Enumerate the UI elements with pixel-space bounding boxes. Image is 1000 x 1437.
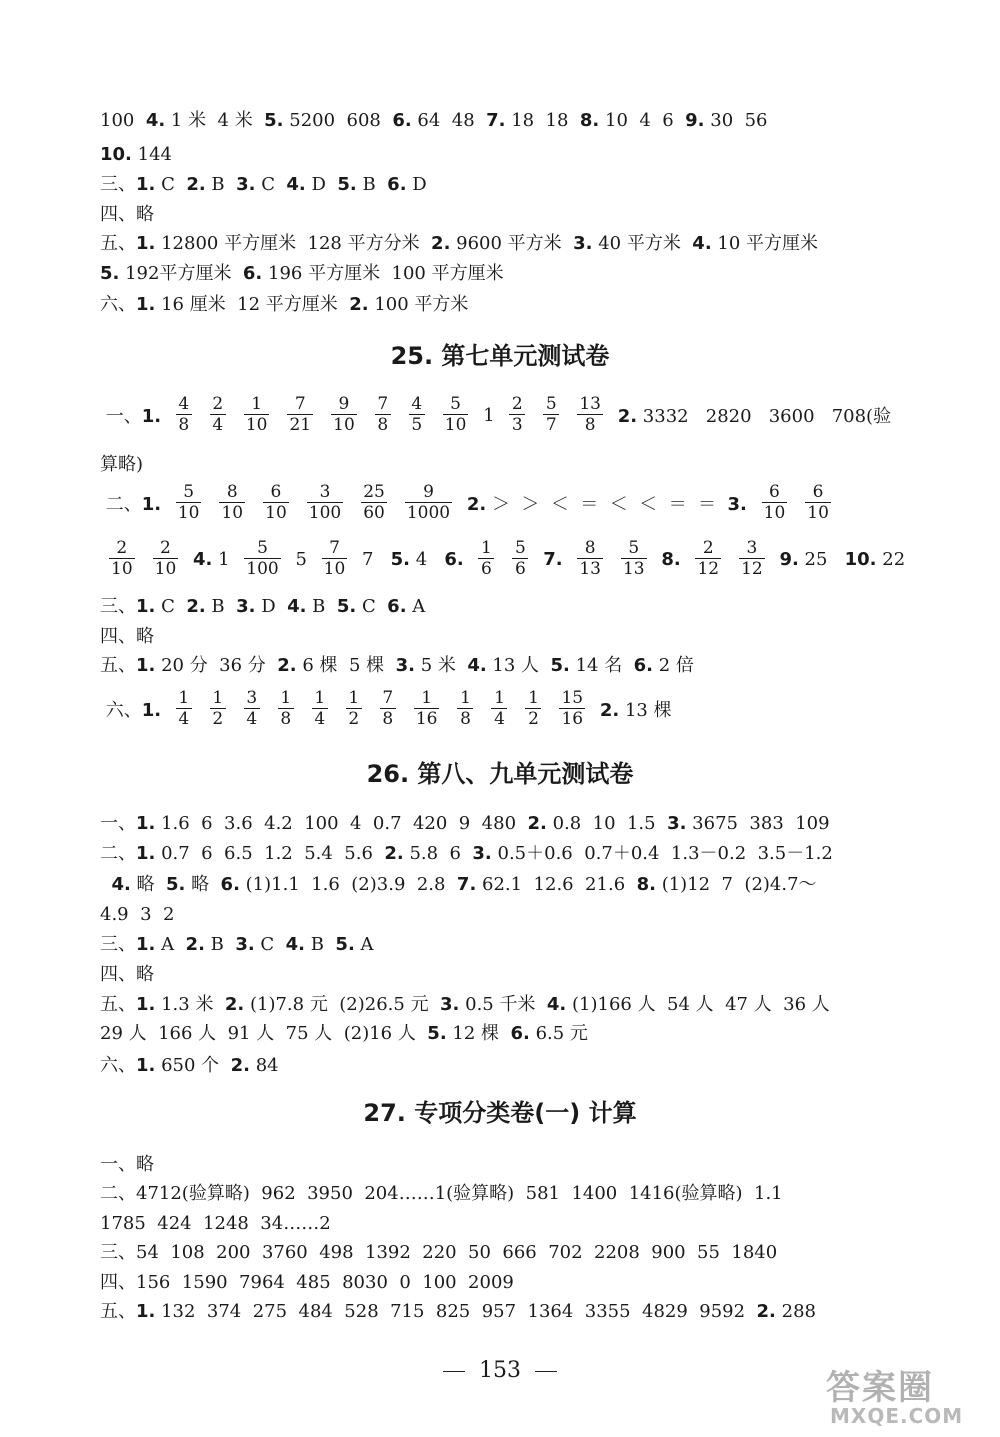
answer-line: 四、156 1590 7964 485 8030 0 100 2009 [100,1272,514,1293]
answer-line: 一、1. 1.6 6 3.6 4.2 100 4 0.7 420 9 480 2. 0.8 10 1.5 3. 3675 383 109 [100,813,830,834]
answer-text: 2. ＞ ＞ ＜ ＝ ＜ ＜ ＝ ＝ 3. [466,494,747,516]
answer-text: 1 [477,404,501,426]
fraction: $\frac{9}{10}$ [333,394,355,435]
fraction: $\frac{1}{8}$ [457,690,473,729]
fraction: $\frac{5}{7}$ [543,396,559,435]
answer-text: 二、1. [100,494,162,516]
fraction: $\frac{6}{10}$ [265,482,287,523]
answer-text: 2. 3332 2820 3600 708(验 [617,406,897,428]
answer-line: 1785 424 1248 34……2 [100,1213,331,1234]
fraction: $\frac{2}{4}$ [210,396,226,435]
fraction: $\frac{5}{6}$ [512,540,528,579]
answer-text: 4. 1 [193,548,236,570]
answer-line: 四、略 [100,626,154,647]
answer-text: 8. [661,548,681,570]
fraction: $\frac{5}{13}$ [622,538,645,579]
fraction: $\frac{8}{13}$ [579,538,601,579]
fraction: $\frac{7}{21}$ [289,394,312,435]
fraction: $\frac{2}{10}$ [111,538,133,579]
fraction: $\frac{6}{10}$ [763,482,786,523]
fraction: $\frac{1}{4}$ [491,690,507,729]
answer-line: 29 人 166 人 91 人 75 人 (2)16 人 5. 12 棵 6. 6.5 元 [100,1023,588,1044]
fraction: $\frac{7}{8}$ [375,396,391,435]
fraction: $\frac{1}{2}$ [210,690,226,729]
fraction: $\frac{7}{8}$ [380,690,396,729]
fraction: $\frac{7}{10}$ [323,538,346,579]
fraction: $\frac{4}{8}$ [176,396,192,435]
page-number: 153 [479,1358,521,1383]
answer-line: 二、4712(验算略) 962 3950 204……1(验算略) 581 1400 1416(验算略) 1.1 [100,1183,783,1204]
fraction: $\frac{1}{16}$ [415,688,438,729]
answer-text: 5 [289,548,313,570]
fraction: $\frac{5}{100}$ [246,538,279,579]
answer-line: 算略) [100,454,144,475]
watermark-text: 答案圈 [826,1368,934,1408]
fraction: $\frac{3}{4}$ [244,690,260,729]
answer-line: 三、1. C 2. B 3. D 4. B 5. C 6. A [100,596,426,617]
fraction: $\frac{1}{4}$ [176,690,192,729]
section-title: 27. 专项分类卷(一) 计算 [363,1099,637,1127]
fraction: $\frac{5}{10}$ [177,482,200,523]
answer-line: 4. 略 5. 略 6. (1)1.1 1.6 (2)3.9 2.8 7. 62.1 12.6 21.6 8. (1)12 7 (2)4.7～ [111,874,817,895]
answer-line [100,484,970,523]
fraction: $\frac{2}{12}$ [697,538,720,579]
answer-line: 一、略 [100,1154,154,1175]
fraction: $\frac{1}{2}$ [525,690,541,729]
fraction: $\frac{1}{4}$ [312,690,328,729]
fraction: $\frac{5}{10}$ [444,394,467,435]
fraction: $\frac{2}{10}$ [154,538,177,579]
answer-line: 四、略 [100,964,154,985]
fraction: $\frac{1}{8}$ [278,690,294,729]
answer-line: 三、1. A 2. B 3. C 4. B 5. A [100,934,374,955]
answer-text: 2. 13 棵 [599,700,678,722]
fraction: $\frac{9}{1000}$ [406,482,451,523]
answer-text: 7. [543,548,563,570]
answer-line: 六、1. 16 厘米 12 平方厘米 2. 100 平方米 [100,294,469,315]
answer-line [100,540,970,579]
watermark-logo [820,1360,990,1430]
section-title: 25. 第七单元测试卷 [390,342,610,370]
fraction: $\frac{15}{16}$ [561,688,584,729]
answer-line: 五、1. 12800 平方厘米 128 平方分米 2. 9600 平方米 3. 40 平方米 4. 10 平方厘米 [100,233,819,254]
answer-line: 100 4. 1 米 4 米 5. 5200 608 6. 64 48 7. 18 18 8. 10 4 6 9. 30 56 [100,110,768,131]
answer-line: 4.9 3 2 [100,904,175,925]
fraction: $\frac{25}{60}$ [363,482,385,523]
fraction: $\frac{3}{12}$ [741,538,763,579]
answer-text: 9. 25 10. 22 [779,548,911,570]
section-title: 26. 第八、九单元测试卷 [366,760,634,788]
answer-line: 5. 192平方厘米 6. 196 平方厘米 100 平方厘米 [100,263,504,284]
fraction: $\frac{8}{10}$ [221,482,244,523]
answer-text: 六、1. [100,700,162,722]
answer-line: 五、1. 132 374 275 484 528 715 825 957 1364 3355 4829 9592 2. 288 [100,1301,816,1322]
answer-line: 五、1. 20 分 36 分 2. 6 棵 5 棵 3. 5 米 4. 13 人 5. 14 名 6. 2 倍 [100,655,694,676]
fraction: $\frac{4}{5}$ [409,396,425,435]
answer-line: 10. 144 [100,144,172,165]
answer-text: 7 5. 4 6. [356,548,464,570]
fraction: $\frac{1}{6}$ [478,540,494,579]
answer-line [100,396,970,435]
fraction: $\frac{1}{2}$ [346,690,362,729]
watermark-url: MXQE.COM [830,1404,964,1428]
fraction: $\frac{2}{3}$ [509,396,525,435]
answer-line [100,690,970,729]
fraction: $\frac{3}{100}$ [308,482,342,523]
answer-line: 四、略 [100,204,154,225]
fraction: $\frac{6}{10}$ [807,482,829,523]
answer-line: 六、1. 650 个 2. 84 [100,1055,279,1076]
answer-line: 五、1. 1.3 米 2. (1)7.8 元 (2)26.5 元 3. 0.5 千米 4. (1)166 人 54 人 47 人 36 人 [100,994,830,1015]
answer-line: 二、1. 0.7 6 6.5 1.2 5.4 5.6 2. 5.8 6 3. 0.5＋0.6 0.7＋0.4 1.3－0.2 3.5－1.2 [100,843,833,864]
fraction: $\frac{13}{8}$ [579,394,601,435]
fraction: $\frac{1}{10}$ [245,394,268,435]
answer-text: 一、1. [100,406,162,428]
answer-line: 三、54 108 200 3760 498 1392 220 50 666 702 2208 900 55 1840 [100,1242,778,1263]
answer-line: 三、1. C 2. B 3. C 4. D 5. B 6. D [100,174,427,195]
